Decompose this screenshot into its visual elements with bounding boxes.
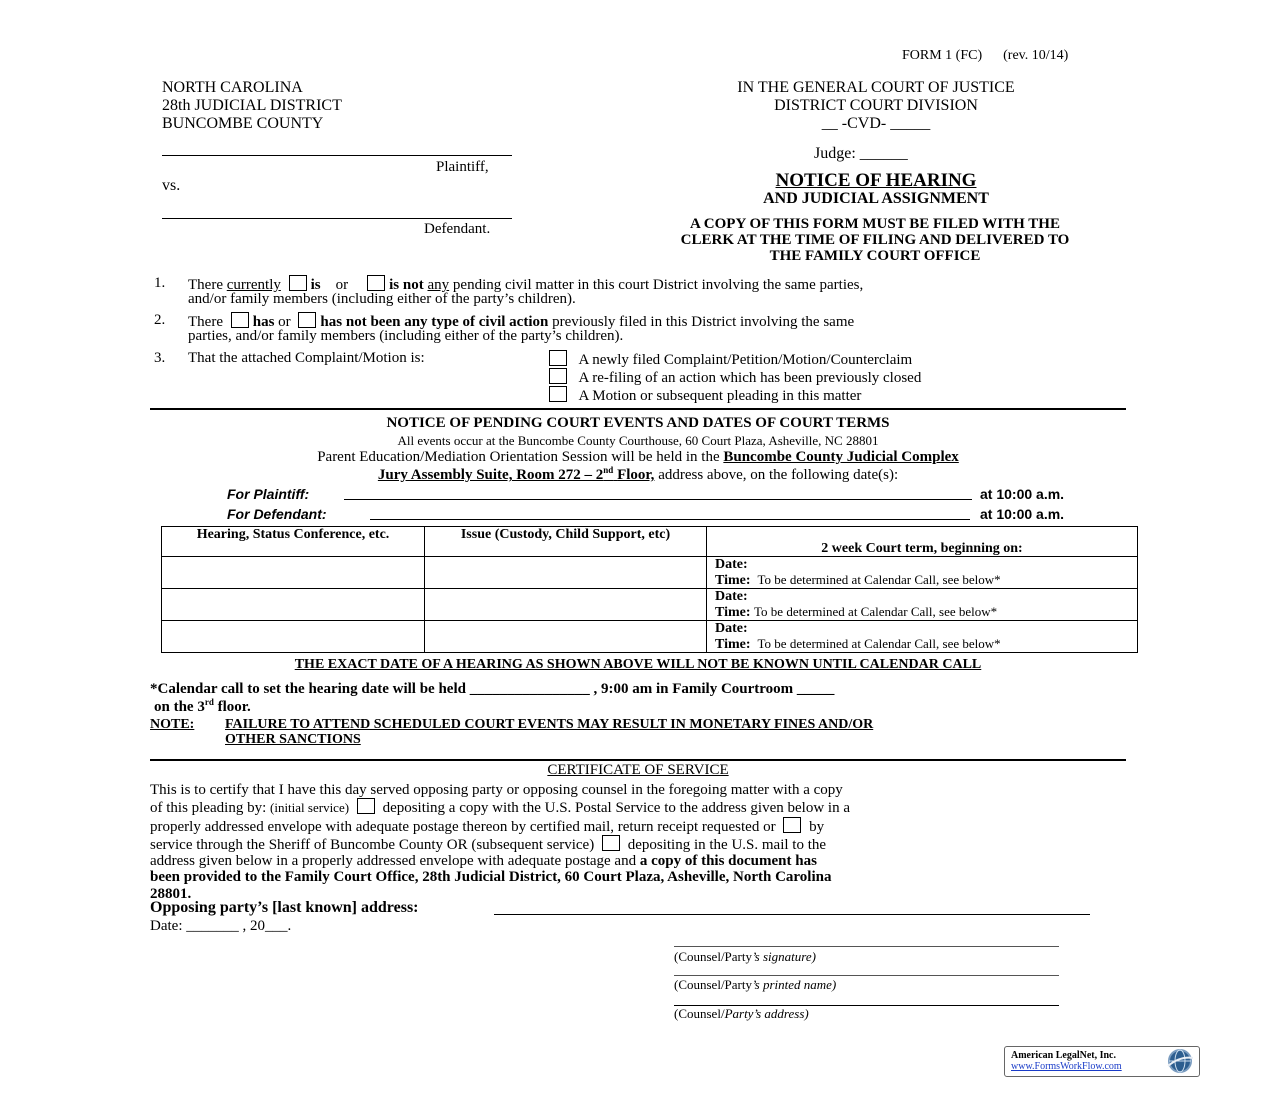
for-plaintiff-label: For Plaintiff: [227, 486, 310, 502]
judge-field: Judge: ______ [814, 145, 908, 162]
company-url[interactable]: www.FormsWorkFlow.com [1011, 1061, 1122, 1072]
certificate-body: This is to certify that I have this day served opposing party or opposing counsel in the foregoing matter with a copy of this pleading by: (initial service) depositing a copy with the U.S. Postal Service to the address given below in a properly addressed envelope with adequate postage thereon by certified mail, return receipt requested or by service through the Sheriff of Buncombe County OR (subsequent service) depositing in the U.S. mail to the address given below in a properly addressed envelope with adequate postage and a copy of this document has been provided to the Family Court Office, 28th Judicial District, 60 Court Plaza, Asheville, North Carolina 28801. [150, 782, 850, 902]
events-table [161, 526, 1138, 653]
opposing-address-line[interactable] [494, 914, 1090, 915]
court-block [660, 79, 1092, 133]
court-term-cell: Date: Time: To be determined at Calendar Call, see below* [707, 557, 1138, 589]
courthouse-location: All events occur at the Buncombe County Courthouse, 60 Court Plaza, Asheville, NC 28801 [397, 433, 879, 448]
item-1-text-line2: and/or family members (including either of the party’s children). [188, 291, 576, 307]
jury-assembly-line: Jury Assembly Suite, Room 272 – 2nd Floor, address above, on the following date(s): [377, 465, 899, 483]
header-court-term: 2 week Court term, beginning on: [707, 527, 1138, 557]
state-name: NORTH CAROLINA [162, 79, 303, 96]
item-1-text: There currently is or is not any pending civil matter in this court District involving the same parties, [188, 277, 864, 293]
plaintiff-label: Plaintiff, [436, 159, 489, 175]
for-defendant-label: For Defendant: [227, 506, 327, 522]
header-issue: Issue (Custody, Child Support, etc) [425, 527, 707, 557]
plaintiff-line [162, 155, 512, 156]
note-label: NOTE: [150, 717, 195, 732]
issue-cell[interactable] [425, 589, 707, 621]
signature-line[interactable] [674, 946, 1059, 947]
is-checkbox[interactable] [289, 275, 307, 291]
district-name: 28th JUDICIAL DISTRICT [162, 97, 342, 114]
parent-education-line: Parent Education/Mediation Orientation Session will be held in the Buncombe County Judicial Complex [317, 449, 959, 465]
signature-caption: (Counsel/Party’s signature) [674, 949, 816, 964]
item-3-number: 3. [154, 350, 166, 366]
date-line: Date: _______ , 20___. [150, 918, 292, 934]
venue-block [162, 79, 342, 133]
hearing-cell[interactable] [162, 557, 425, 589]
complaint-type-options [545, 350, 921, 404]
footer-badge [1004, 1046, 1200, 1077]
company-name: American LegalNet, Inc. [1011, 1050, 1116, 1061]
item-2-text-line2: parties, and/or family members (including either of the party’s children). [188, 328, 624, 344]
tbd-note: To be determined at Calendar Call, see below* [757, 636, 1001, 651]
motion-checkbox[interactable] [549, 386, 567, 402]
table-row [162, 589, 1138, 621]
globe-logo-icon [1165, 1048, 1195, 1074]
item-3-label: That the attached Complaint/Motion is: [188, 350, 425, 366]
defendant-line [162, 218, 512, 219]
calendar-call-floor: on the 3rd floor. [154, 697, 251, 715]
court-name: IN THE GENERAL COURT OF JUSTICE [737, 79, 1015, 96]
court-term-cell: Date: Time: To be determined at Calendar Call, see below* [707, 589, 1138, 621]
form-id: FORM 1 (FC) (rev. 10/14) [902, 48, 1069, 63]
section-divider [150, 408, 1126, 410]
newly-filed-checkbox[interactable] [549, 350, 567, 366]
certificate-title: CERTIFICATE OF SERVICE [547, 762, 729, 778]
item-1-number: 1. [154, 275, 166, 291]
calendar-call-line: *Calendar call to set the hearing date will be held ________________ , 9:00 am in Family Courtroom _____ [150, 681, 835, 697]
table-header-row [162, 527, 1138, 557]
events-heading: NOTICE OF PENDING COURT EVENTS AND DATES OF COURT TERMS [386, 415, 890, 431]
has-checkbox[interactable] [231, 312, 249, 328]
defendant-date-line[interactable] [370, 519, 970, 520]
defendant-label: Defendant. [424, 221, 491, 237]
page-title: NOTICE OF HEARING [775, 170, 977, 191]
plaintiff-time: at 10:00 a.m. [980, 486, 1065, 502]
refiling-checkbox[interactable] [549, 368, 567, 384]
is-not-checkbox[interactable] [367, 275, 385, 291]
option-newly-filed: A newly filed Complaint/Petition/Motion/Counterclaim [545, 350, 921, 368]
subsequent-service-checkbox[interactable] [602, 835, 620, 851]
tbd-note: To be determined at Calendar Call, see below* [757, 572, 1001, 587]
county-name: BUNCOMBE COUNTY [162, 115, 324, 132]
has-not-checkbox[interactable] [298, 312, 316, 328]
sheriff-service-checkbox[interactable] [783, 817, 801, 833]
item-2-number: 2. [154, 312, 166, 328]
case-number: __ -CVD- _____ [821, 115, 931, 132]
issue-cell[interactable] [425, 621, 707, 653]
header-hearing: Hearing, Status Conference, etc. [162, 527, 425, 557]
note-text: FAILURE TO ATTEND SCHEDULED COURT EVENTS MAY RESULT IN MONETARY FINES AND/OR OTHER SANCTIONS [225, 717, 874, 747]
certificate-divider [150, 759, 1126, 761]
item-2-text: There has or has not been any type of civil action previously filed in this District involving the same [188, 314, 855, 330]
hearing-cell[interactable] [162, 589, 425, 621]
hearing-cell[interactable] [162, 621, 425, 653]
page-subtitle: AND JUDICIAL ASSIGNMENT [763, 190, 989, 207]
filing-warning: A COPY OF THIS FORM MUST BE FILED WITH THE CLERK AT THE TIME OF FILING AND DELIVERED TO THE FAMILY COURT OFFICE [680, 216, 1070, 264]
opposing-address-label: Opposing party’s [last known] address: [150, 899, 419, 916]
printed-name-caption: (Counsel/Party’s printed name) [674, 977, 837, 992]
court-term-cell: Date: Time: To be determined at Calendar Call, see below* [707, 621, 1138, 653]
issue-cell[interactable] [425, 557, 707, 589]
calendar-call-notice: THE EXACT DATE OF A HEARING AS SHOWN ABOVE WILL NOT BE KNOWN UNTIL CALENDAR CALL [294, 657, 982, 672]
plaintiff-date-line[interactable] [344, 499, 972, 500]
option-motion: A Motion or subsequent pleading in this matter [545, 386, 921, 404]
printed-name-line[interactable] [674, 975, 1059, 976]
table-row [162, 557, 1138, 589]
revision: (rev. 10/14) [1003, 48, 1069, 63]
address-caption: (Counsel/Party’s address) [674, 1006, 809, 1021]
initial-service-checkbox[interactable] [357, 798, 375, 814]
tbd-note: To be determined at Calendar Call, see below* [754, 604, 998, 619]
court-division: DISTRICT COURT DIVISION [774, 97, 978, 114]
versus-label: vs. [162, 177, 181, 194]
defendant-time: at 10:00 a.m. [980, 506, 1065, 522]
option-refiling: A re-filing of an action which has been previously closed [545, 368, 921, 386]
table-row [162, 621, 1138, 653]
